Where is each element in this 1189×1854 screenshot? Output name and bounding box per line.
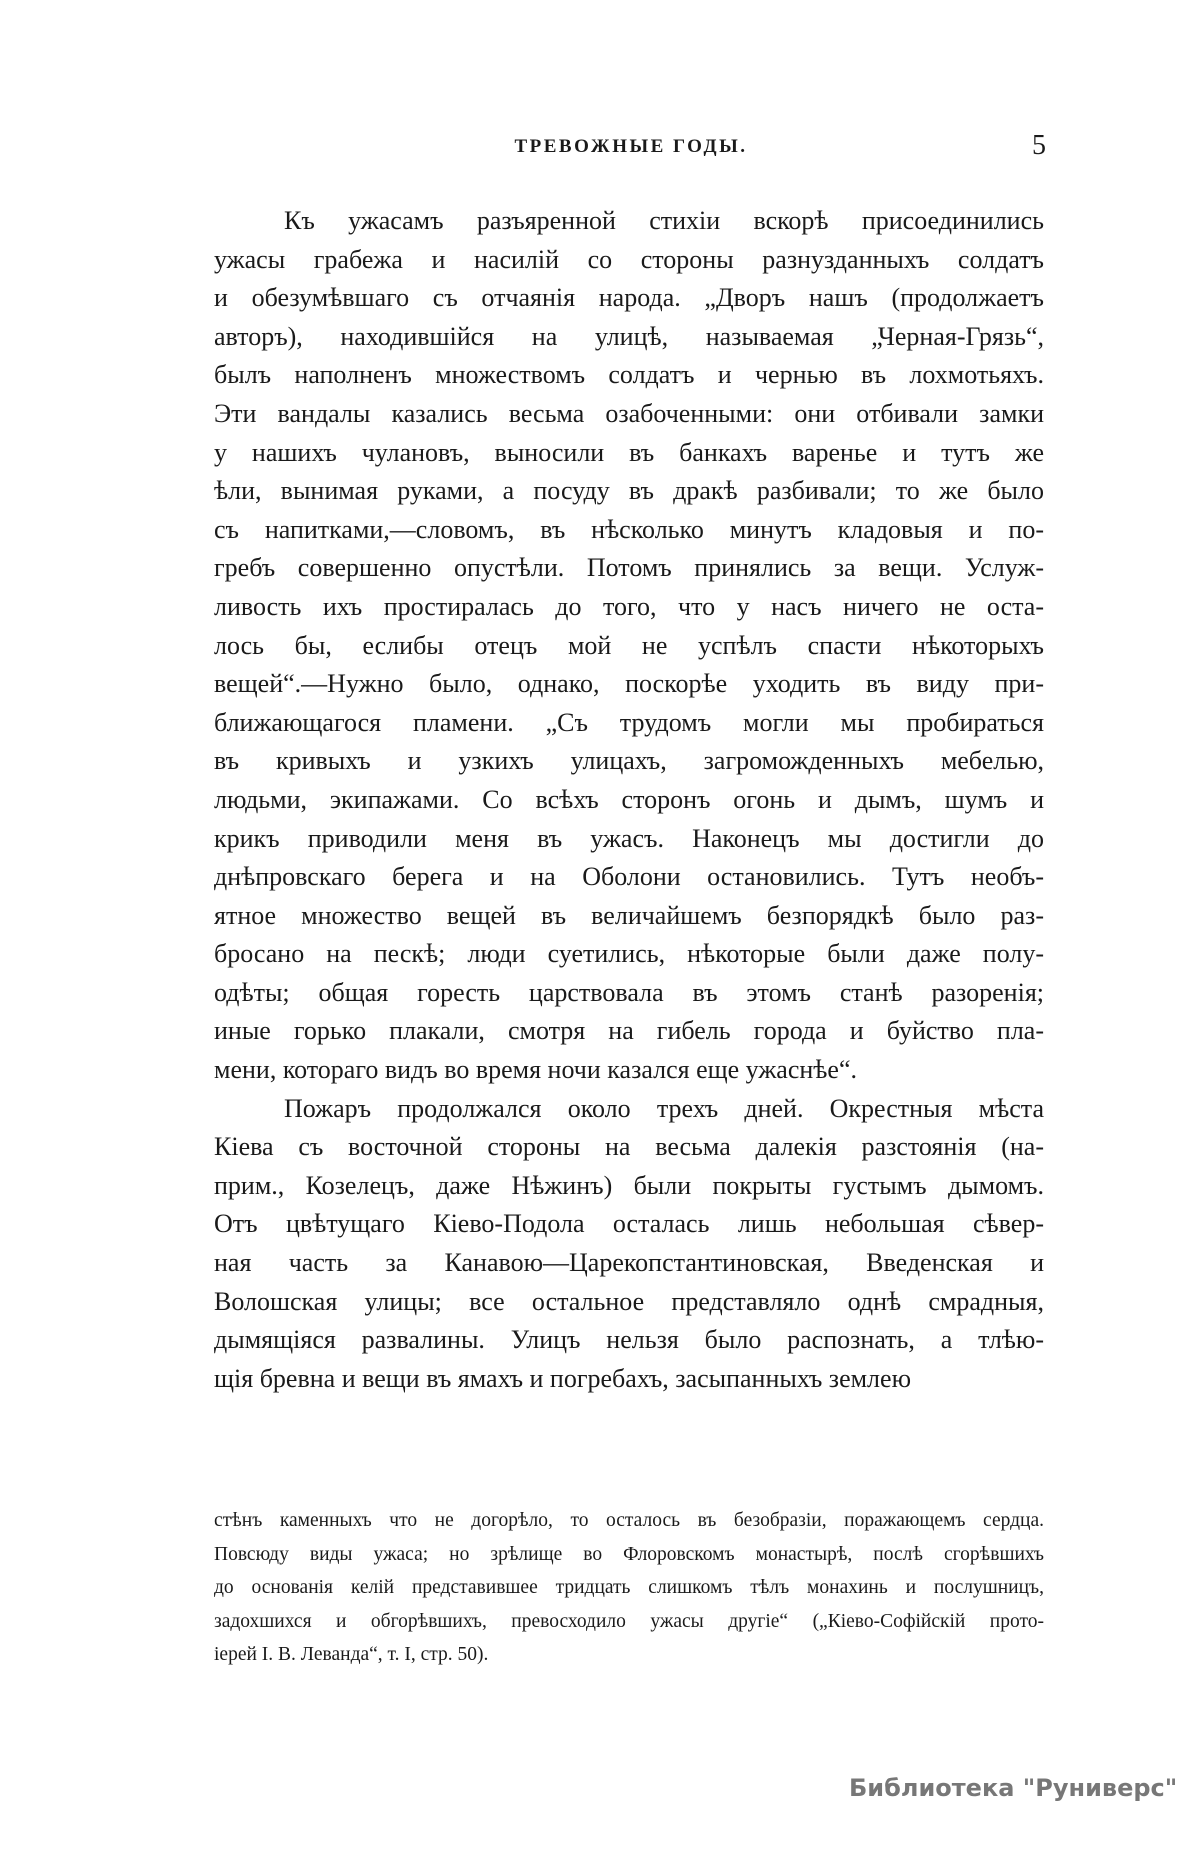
footnote: [214, 1504, 1044, 1672]
text-line: ливость ихъ простиралась до того, что у насъ ничего не оста-: [214, 591, 1044, 621]
text-line: Кіева съ восточной стороны на весьма далекія разстоянія (на-: [214, 1132, 1044, 1162]
footnote-line: Повсюду виды ужаса; но зрѣлище во Флоровскомъ монастырѣ, послѣ сгорѣвшихъ: [214, 1543, 1044, 1565]
text-line: лось бы, еслибы отецъ мой не успѣлъ спасти нѣкоторыхъ: [214, 630, 1044, 660]
text-line: щія бревна и вещи въ ямахъ и погребахъ, засыпанныхъ землею: [214, 1363, 911, 1393]
running-title: ТРЕВОЖНЫЕ ГОДЫ.: [514, 136, 748, 157]
text-line: Отъ цвѣтущаго Кіево-Подола осталась лишь небольшая сѣвер-: [214, 1209, 1044, 1239]
footnote-line: до основанія келій представившее тридцать слишкомъ тѣлъ монахинь и послушницъ,: [214, 1577, 1044, 1598]
text-line: у нашихъ чулановъ, выносили въ банкахъ варенье и тутъ же: [214, 437, 1044, 467]
text-line: авторъ), находившійся на улицѣ, называемая „Черная-Грязь“,: [214, 321, 1044, 351]
text-line: людьми, экипажами. Со всѣхъ сторонъ огонь и дымъ, шумъ и: [214, 784, 1044, 814]
text-line: днѣпровскаго берега и на Оболони остановились. Тутъ необъ-: [214, 862, 1044, 892]
library-watermark: Библиотека "Руниверс": [849, 1774, 1178, 1802]
page-header: [216, 130, 1046, 176]
text-line: крикъ приводили меня въ ужасъ. Наконецъ мы достигли до: [214, 823, 1044, 853]
footnote-line: задохшихся и обгорѣвшихъ, превосходило ужасы другіе“ („Кіево-Софійскій прото-: [214, 1610, 1044, 1632]
text-line: въ кривыхъ и узкихъ улицахъ, загроможденныхъ мебелью,: [214, 746, 1044, 776]
text-line: иные горько плакали, смотря на гибель города и буйство пла-: [214, 1016, 1044, 1046]
text-line: ятное множество вещей въ величайшемъ безпорядкѣ было раз-: [214, 900, 1044, 930]
text-line: гребъ совершенно опустѣли. Потомъ принялись за вещи. Услуж-: [214, 553, 1044, 583]
text-line: вещей“.—Нужно было, однако, поскорѣе уходить въ виду при-: [214, 669, 1044, 699]
text-line: ная часть за Канавою—Царекопстантиновская, Введенская и: [214, 1248, 1044, 1278]
text-line: прим., Козелецъ, даже Нѣжинъ) были покрыты густымъ дымомъ.: [214, 1170, 1044, 1200]
text-line: ближающагося пламени. „Съ трудомъ могли мы пробираться: [214, 707, 1044, 737]
text-line: съ напитками,—словомъ, въ нѣсколько минутъ кладовыя и по-: [214, 514, 1044, 544]
text-line: мени, котораго видъ во время ночи казался еще ужаснѣе“.: [214, 1055, 857, 1085]
text-line: ужасы грабежа и насилій со стороны разнузданныхъ солдатъ: [214, 244, 1044, 274]
footnote-line: стѣнъ каменныхъ что не догорѣло, то осталось въ безобразіи, поражающемъ сердца.: [214, 1510, 1044, 1531]
footnote-line: іерей І. В. Леванда“, т. I, стр. 50).: [214, 1644, 489, 1665]
page-number: 5: [1032, 130, 1046, 161]
text-line: Пожаръ продолжался около трехъ дней. Окрестныя мѣста: [284, 1093, 1044, 1123]
text-line: былъ наполненъ множествомъ солдатъ и чернью въ лохмотьяхъ.: [214, 360, 1044, 390]
text-line: ѣли, вынимая руками, а посуду въ дракѣ разбивали; то же было: [214, 476, 1044, 506]
text-line: и обезумѣвшаго съ отчаянія народа. „Дворъ нашъ (продолжаетъ: [214, 283, 1044, 313]
text-line: Къ ужасамъ разъяренной стихіи вскорѣ присоединились: [284, 206, 1044, 235]
text-line: Волошская улицы; все остальное представляло однѣ смрадныя,: [214, 1286, 1044, 1316]
main-text: [214, 202, 1044, 1398]
text-line: дымящіяся развалины. Улицъ нельзя было распознать, а тлѣю-: [214, 1325, 1044, 1355]
text-line: одѣты; общая горесть царствовала въ этомъ станѣ разоренія;: [214, 977, 1044, 1007]
text-line: Эти вандалы казались весьма озабоченными: они отбивали замки: [214, 398, 1044, 428]
text-line: бросано на пескѣ; люди суетились, нѣкоторые были даже полу-: [214, 939, 1044, 969]
